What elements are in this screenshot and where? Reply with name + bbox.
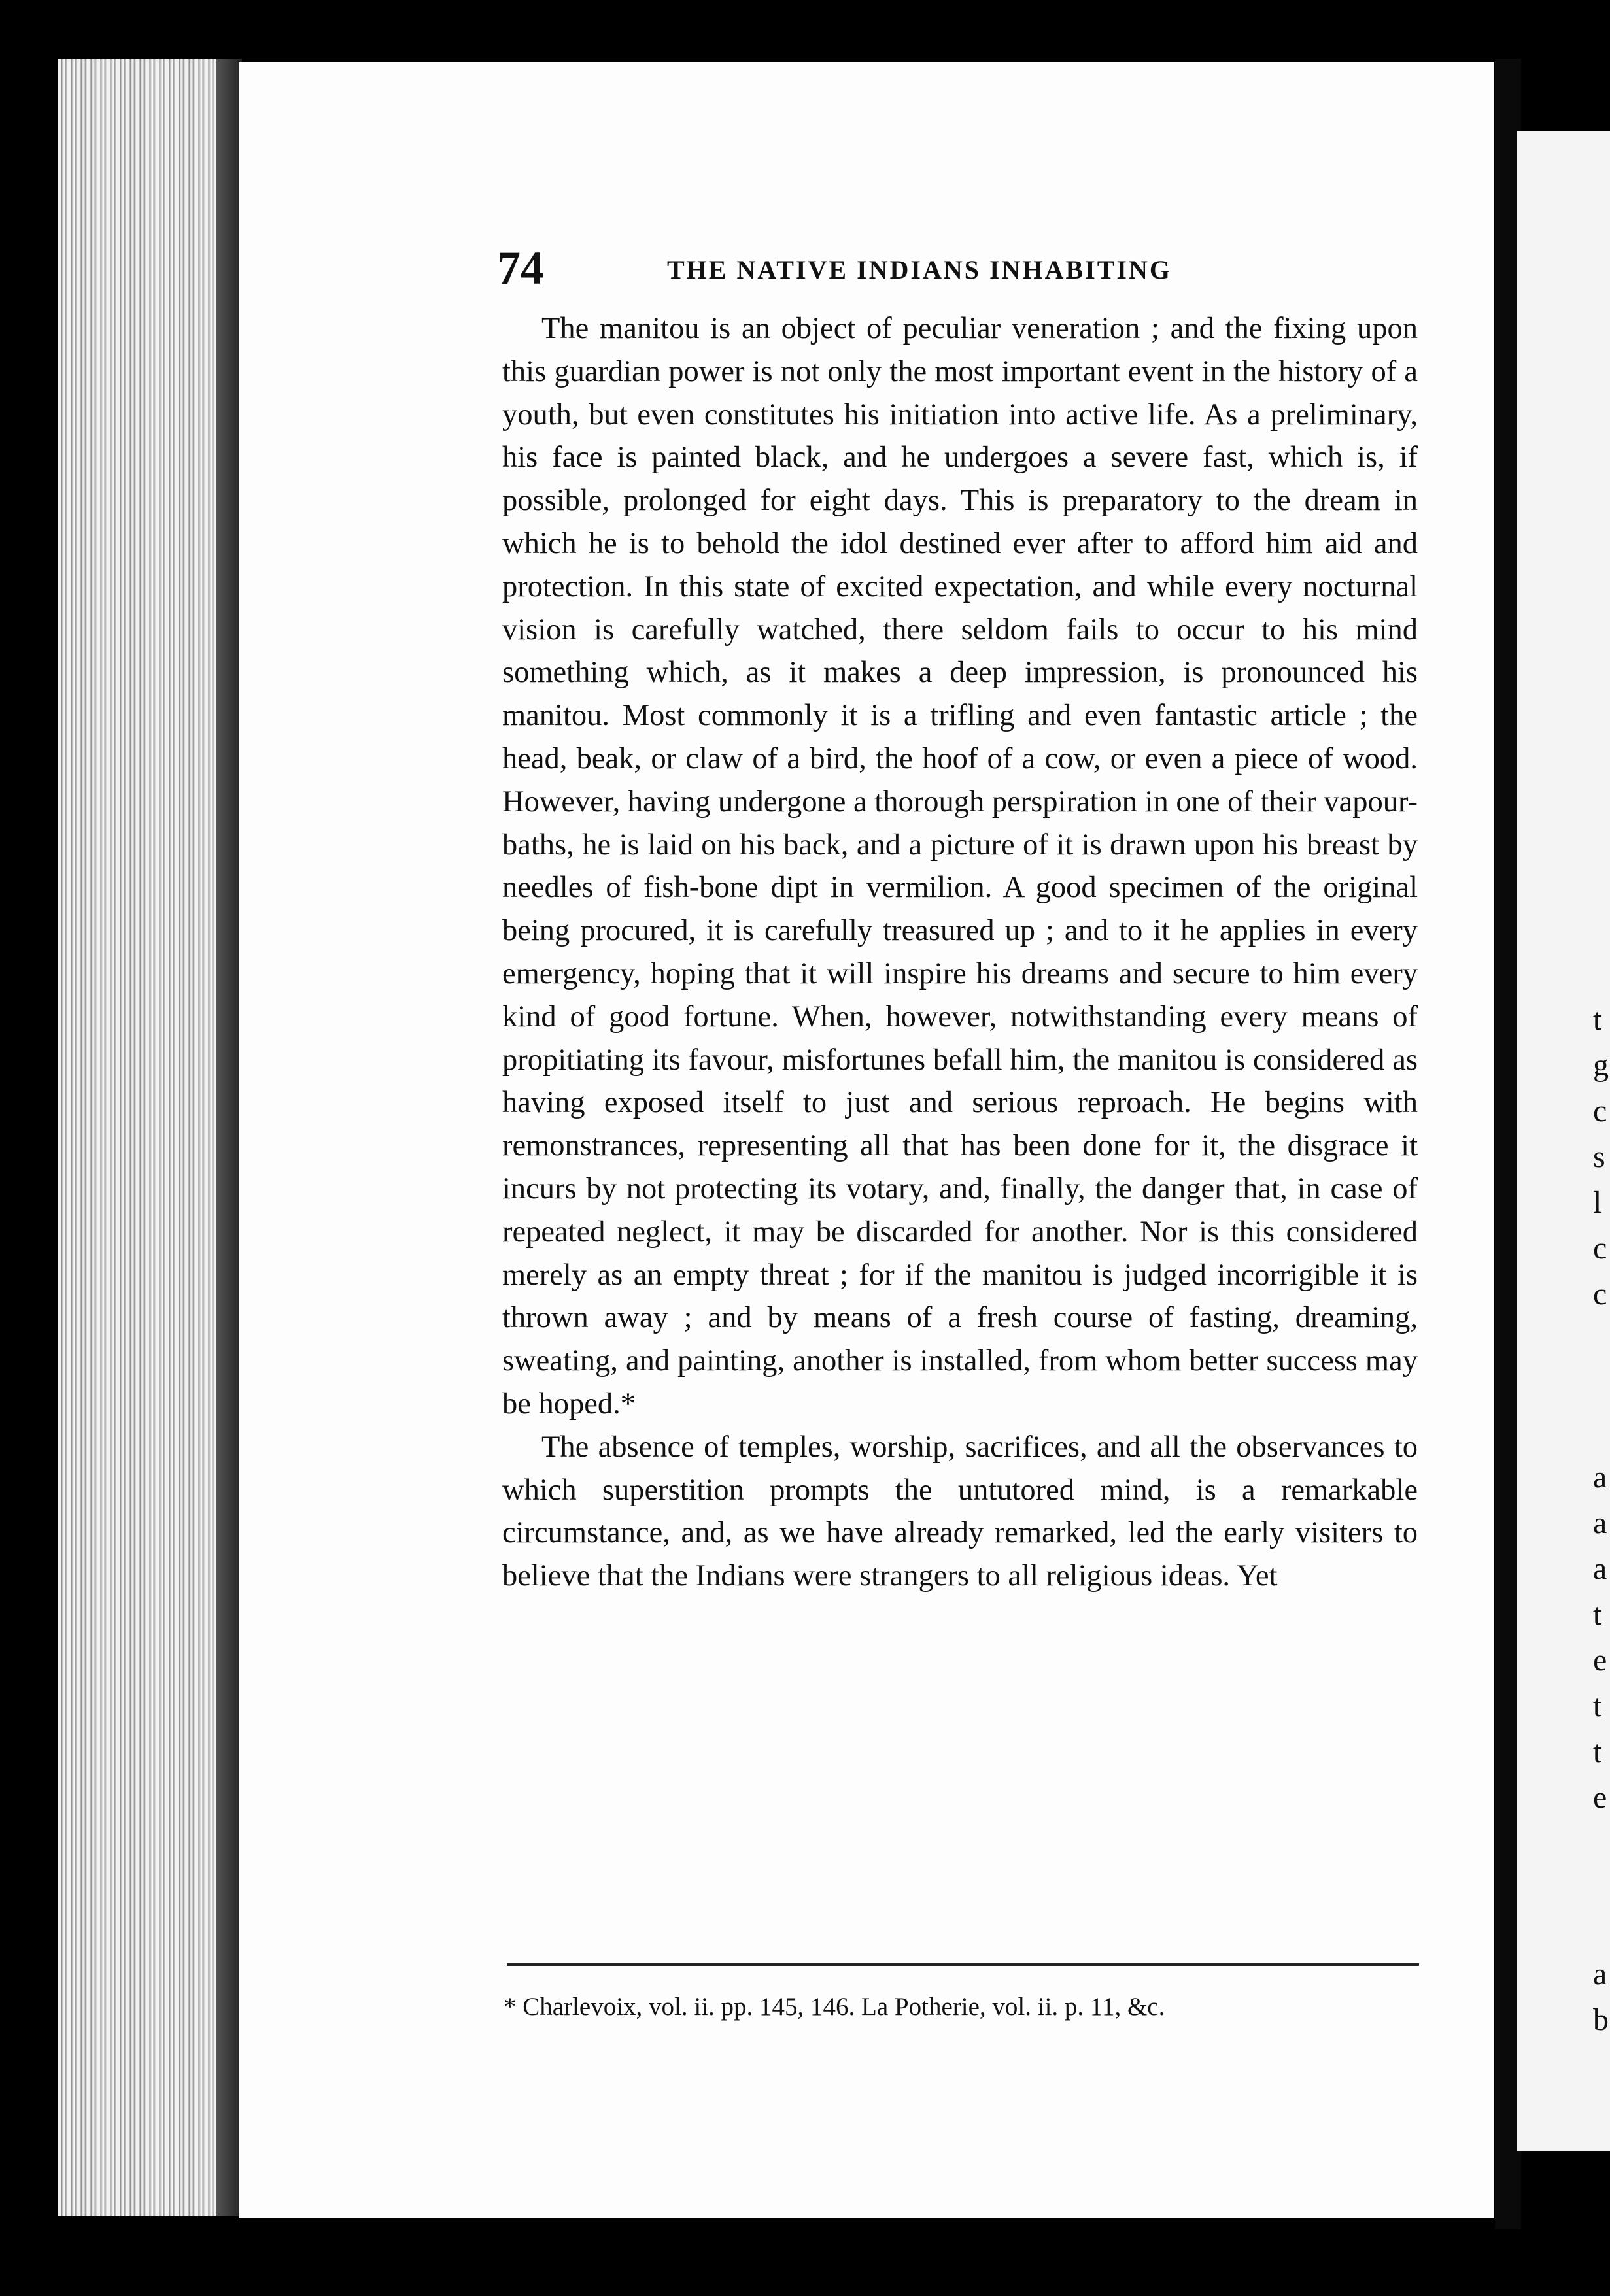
right-page-fragment: g: [1593, 1048, 1609, 1083]
body-text: [502, 307, 1418, 1598]
right-page-fragment: c: [1593, 1231, 1607, 1266]
right-page-fragment: b: [1593, 2002, 1609, 2037]
right-page-fragment: a: [1593, 1460, 1607, 1494]
page-gutter-shadow: [216, 59, 242, 2216]
page-number: 74: [497, 242, 544, 294]
footnote: * Charlevoix, vol. ii. pp. 145, 146. La Potherie, vol. ii. p. 11, &c.: [504, 1993, 1165, 2021]
right-page-fragment: t: [1593, 1734, 1602, 1769]
right-page-fragment: a: [1593, 1506, 1607, 1540]
right-page-fragment: t: [1593, 1002, 1602, 1037]
right-page-fragment: c: [1593, 1277, 1607, 1311]
footnote-rule: [507, 1963, 1419, 1966]
paragraph-2: The absence of temples, worship, sacrifices, and all the observances to which superstition prompts the untutored mind, is a remarkable circumstance, and, as we have already remarked, led the early visiters to believe that the Indians were strangers to all religious ideas. Yet: [502, 1430, 1418, 1593]
right-page-fragment: l: [1593, 1185, 1602, 1220]
right-page-fragment: t: [1593, 1597, 1602, 1632]
page-header: [497, 242, 1413, 294]
right-page-fragment: e: [1593, 1780, 1607, 1815]
book-fore-edge: [58, 59, 234, 2216]
right-page-fragment: t: [1593, 1689, 1602, 1723]
right-page-fragment: c: [1593, 1094, 1607, 1128]
running-head: THE NATIVE INDIANS INHABITING: [667, 255, 1172, 284]
right-page-fragment: e: [1593, 1643, 1607, 1678]
right-page-fragment: a: [1593, 1957, 1607, 1991]
right-page-fragment: s: [1593, 1140, 1605, 1174]
paragraph-1: The manitou is an object of peculiar veneration ; and the fixing upon this guardian power is not only the most important event in the history of a youth, but even constitutes his initiation into active life. As a preliminary, his face is painted black, and he undergoes a severe fast, which is, if possible, prolonged for eight days. This is preparatory to the dream in which he is to behold the idol destined ever after to afford him aid and protection. In this state of excited expectation, and while every nocturnal vision is carefully watched, there seldom fails to occur to his mind something which, as it makes a deep impression, is pronounced his manitou. Most commonly it is a trifling and even fantastic article ; the head, beak, or claw of a bird, the hoof of a cow, or even a piece of wood. However, having undergone a thorough perspiration in one of their vapour-baths, he is laid on his back, and a picture of it is drawn upon his breast by needles of fish-bone dipt in vermilion. A good specimen of the original being procured, it is carefully treasured up ; and to it he applies in every emergency, hoping that it will inspire his dreams and secure to him every kind of good fortune. When, however, notwithstanding every means of propitiating its favour, misfortunes befall him, the manitou is considered as having exposed itself to just and serious reproach. He begins with remonstrances, representing all that has been done for it, the disgrace it incurs by not protecting its votary, and, finally, the danger that, in case of repeated neglect, it may be discarded for another. Nor is this considered merely as an empty threat ; for if the manitou is judged incorrigible it is thrown away ; and by means of a fresh course of fasting, dreaming, sweating, and painting, another is installed, from whom better success may be hoped.*: [502, 312, 1418, 1421]
right-page-fragment: a: [1593, 1551, 1607, 1586]
